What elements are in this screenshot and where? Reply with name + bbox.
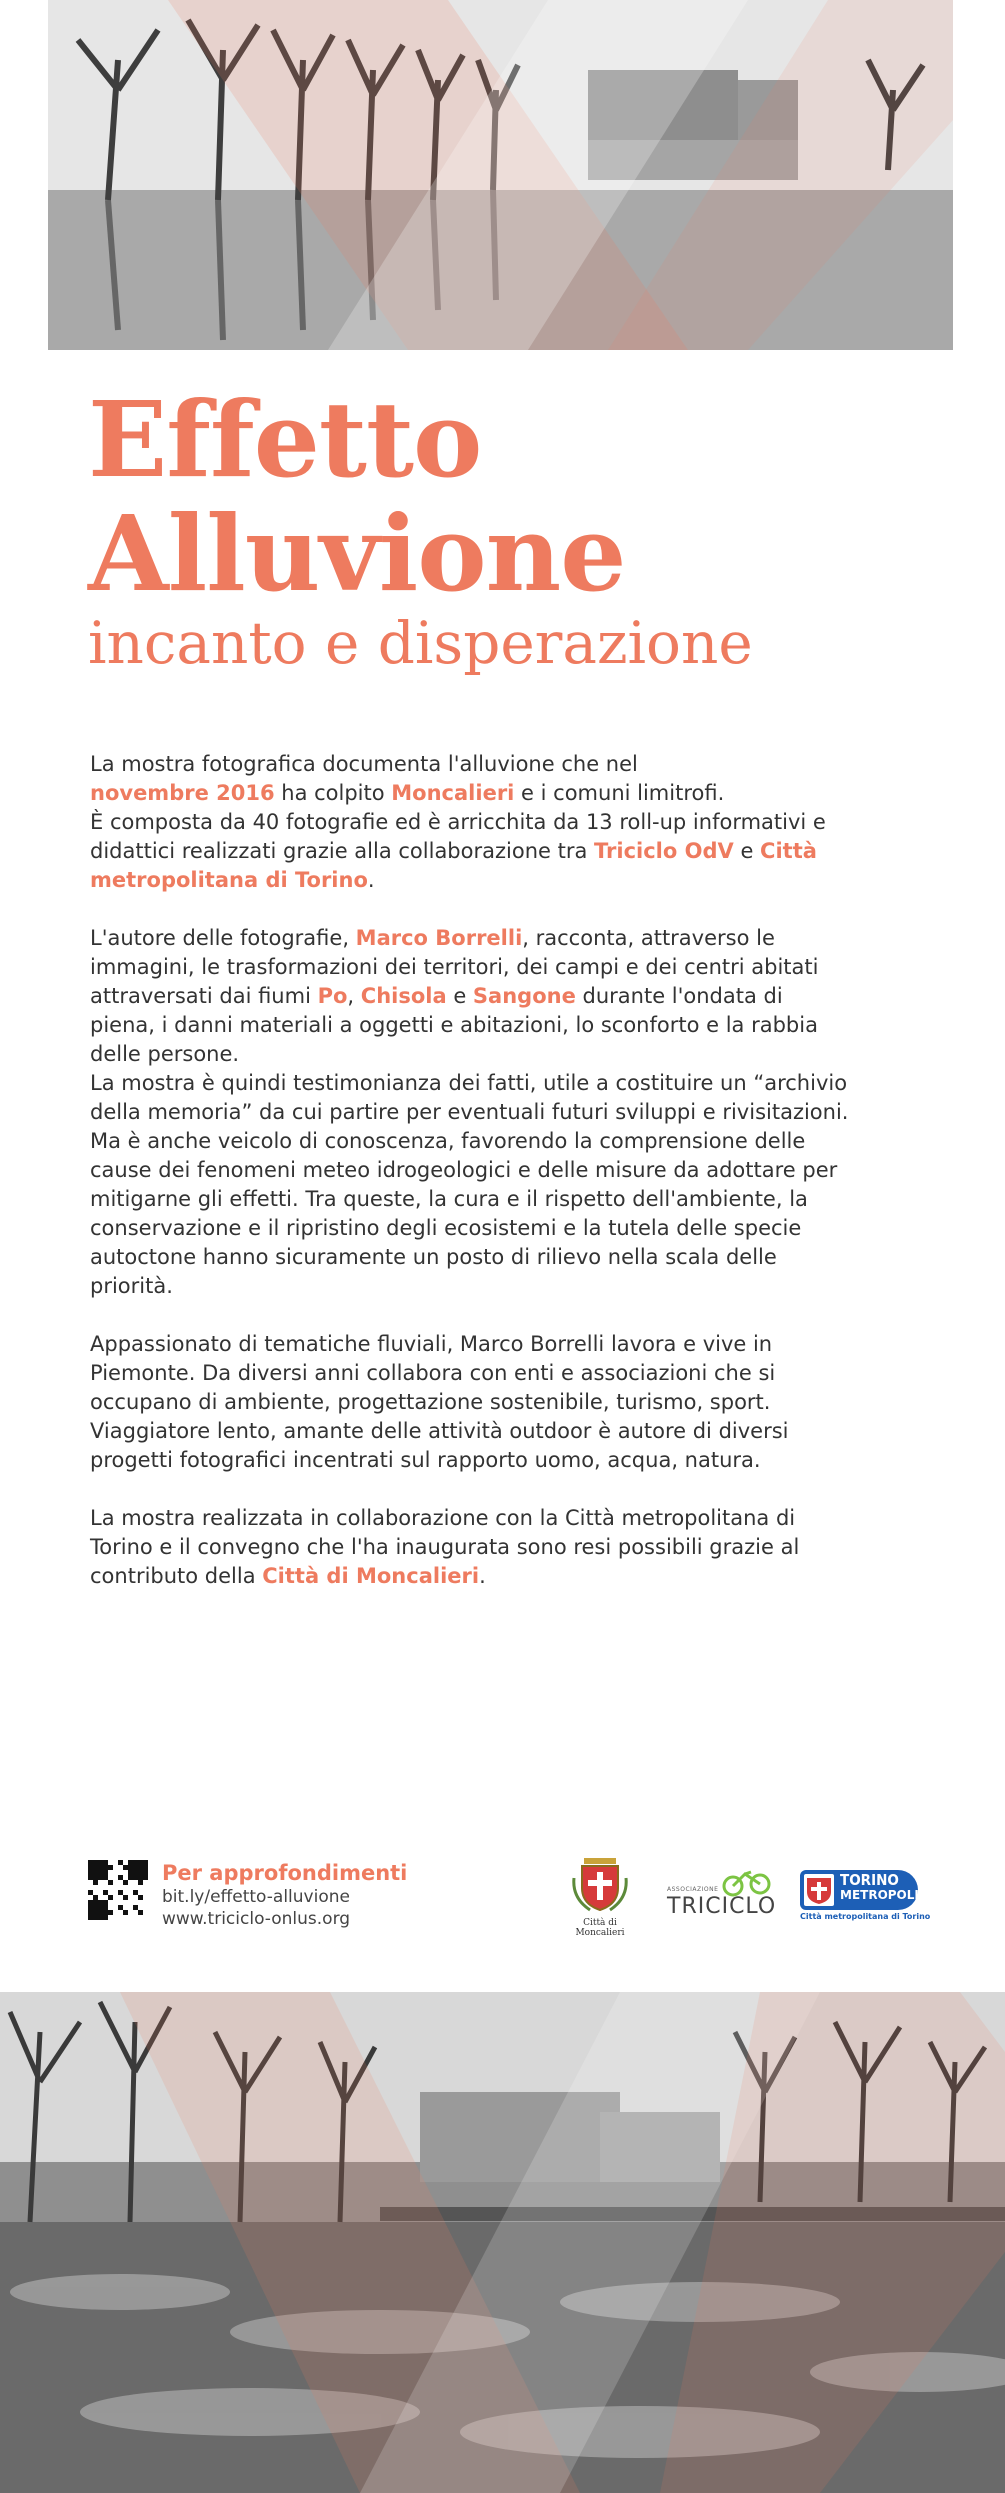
triciclo-name: TRICICLO: [667, 1894, 777, 1919]
qr-code-icon[interactable]: [88, 1860, 148, 1920]
intro-highlight-place: Moncalieri: [391, 781, 515, 805]
intro-text-3: e i comuni limitrofi.: [514, 781, 725, 805]
logo-citta-di-moncalieri: [565, 1848, 635, 1940]
intro-paragraph: [90, 750, 850, 895]
logo-triciclo: [665, 1868, 780, 1918]
more-info-label: Per approfondimenti: [162, 1861, 408, 1885]
credits-highlight-moncalieri: Città di Moncalieri: [262, 1564, 480, 1588]
moncalieri-crest-icon: [570, 1848, 630, 1914]
more-info: [88, 1860, 408, 1929]
torino-badge: [800, 1870, 918, 1910]
link-bitly[interactable]: bit.ly/effetto-alluvione: [162, 1887, 350, 1907]
intro-highlight-torino: Città metropolitana di Torino: [90, 839, 817, 892]
author-paragraph: [90, 924, 850, 1069]
credits-text-1: La mostra realizzata in collaborazione con la Città metropolitana di Torino e il convegno che l'ha inaugurata sono resi possibili grazie al contributo della: [90, 1506, 800, 1588]
intro-text-1: La mostra fotografica documenta l'alluvione che nel: [90, 752, 638, 776]
intro-text-5: e: [733, 839, 761, 863]
partner-logos: [565, 1848, 931, 1938]
moncalieri-caption-1: Città di: [583, 1918, 617, 1928]
triciclo-assoc-label: ASSOCIAZIONE: [667, 1886, 719, 1893]
moncalieri-caption-2: Moncalieri: [575, 1928, 625, 1938]
header-photo: [48, 0, 953, 350]
torino-title-2: METROPOLI: [840, 1888, 919, 1902]
subtitle: incanto e disperazione: [88, 609, 753, 677]
author-text-4: e: [446, 984, 473, 1008]
credits-paragraph: [90, 1504, 850, 1591]
intro-text-4: È composta da 40 fotografie ed è arricchita da 13 roll-up informativi e didattici realizzati grazie alla collaborazione tra: [90, 810, 826, 863]
intro-text-6: .: [367, 868, 375, 892]
torino-shield-icon: [804, 1874, 834, 1906]
author-text-3: ,: [347, 984, 361, 1008]
intro-highlight-triciclo: Triciclo OdV: [594, 839, 734, 863]
author-text-5: durante l'ondata di piena, i danni materiali a oggetti e abitazioni, lo sconforto e la rabbia delle persone.: [90, 984, 818, 1066]
credits-text-2: .: [479, 1564, 486, 1588]
intro-highlight-date: novembre 2016: [90, 781, 275, 805]
logo-torino-metropoli: [800, 1870, 931, 1921]
torino-subtitle: Città metropolitana di Torino: [800, 1912, 931, 1921]
author-highlight-po: Po: [317, 984, 348, 1008]
testimony-paragraph: La mostra è quindi testimonianza dei fatti, utile a costituire un “archivio della memoria” da cui partire per eventuali futuri sviluppi e rivisitazioni.: [90, 1071, 849, 1124]
title-line-2: Alluvione: [88, 492, 626, 615]
author-highlight-name: Marco Borrelli: [355, 926, 523, 950]
knowledge-paragraph: Ma è anche veicolo di conoscenza, favorendo la comprensione delle cause dei fenomeni meteo idrogeologici e delle misure da adottare per mitigarne gli effetti. Tra queste, la cura e il rispetto dell'ambiente, la conservazione e il ripristino degli ecosistemi e la tutela delle specie autoctone hanno sicuramente un posto di rilievo nella scala delle priorità.: [90, 1129, 838, 1298]
bio-paragraph: Appassionato di tematiche fluviali, Marco Borrelli lavora e vive in Piemonte. Da diversi anni collabora con enti e associazioni che si occupano di ambiente, progettazione sostenibile, turismo, sport. Viaggiatore lento, amante delle attività outdoor è autore di diversi progetti fotografici incentrati sul rapporto uomo, acqua, natura.: [90, 1332, 789, 1472]
author-highlight-chisola: Chisola: [360, 984, 447, 1008]
title-line-1: Effetto: [88, 378, 482, 501]
author-highlight-sangone: Sangone: [472, 984, 576, 1008]
author-text-2: , racconta, attraverso le immagini, le trasformazioni dei territori, dei campi e dei centri abitati attraversati dai fiumi: [90, 926, 819, 1008]
author-text-1: L'autore delle fotografie,: [90, 926, 356, 950]
torino-title: TORINO: [840, 1871, 899, 1889]
link-triciclo-site[interactable]: www.triciclo-onlus.org: [162, 1909, 351, 1929]
body-text: [90, 750, 850, 1620]
intro-text-2: ha colpito: [274, 781, 392, 805]
more-info-links: [162, 1860, 407, 1930]
footer-photo: [0, 1992, 1005, 2493]
